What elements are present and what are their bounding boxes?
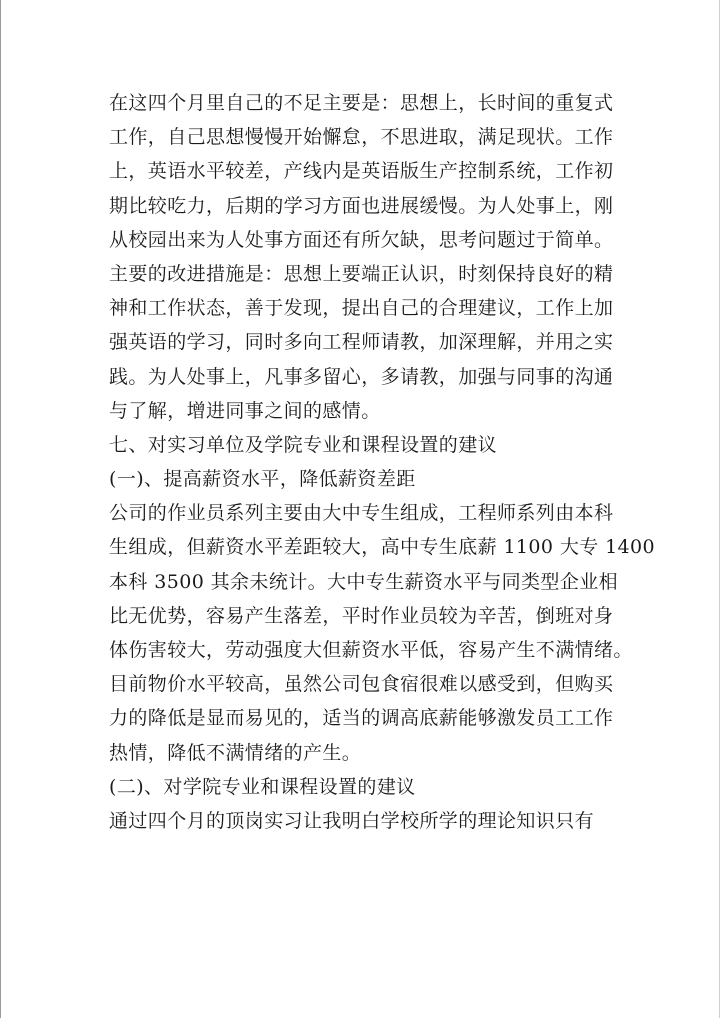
text-line: 力的降低是显而易见的，适当的调高底薪能够激发员工工作 bbox=[109, 707, 614, 730]
text-line: 工作，自己思想慢慢开始懈怠，不思进取，满足现状。工作 bbox=[109, 126, 614, 149]
text-line: 在这四个月里自己的不足主要是：思想上，长时间的重复式 bbox=[109, 92, 614, 114]
section-heading: 七、对实习单位及学院专业和课程设置的建议 bbox=[109, 433, 498, 456]
text-line: 主要的改进措施是：思想上要端正认识，时刻保持良好的精 bbox=[109, 262, 614, 285]
text-line: 期比较吃力，后期的学习方面也进展缓慢。为人处事上，刚 bbox=[109, 194, 614, 217]
text-line: 通过四个月的顶岗实习让我明白学校所学的理论知识只有 bbox=[109, 809, 595, 832]
text-line: 上，英语水平较差，产线内是英语版生产控制系统，工作初 bbox=[109, 160, 614, 183]
text-line: 生组成，但薪资水平差距较大，高中专生底薪 1100 大专 1400 bbox=[109, 536, 656, 559]
text-line: 公司的作业员系列主要由大中专生组成，工程师系列由本科 bbox=[109, 502, 614, 525]
text-line: 体伤害较大，劳动强度大但薪资水平低，容易产生不满情绪。 bbox=[109, 639, 633, 661]
text-line: 神和工作状态，善于发现，提出自己的合理建议，工作上加 bbox=[109, 297, 614, 320]
subsection-heading: (一)、提高薪资水平，降低薪资差距 bbox=[109, 468, 416, 491]
subsection-heading: (二)、对学院专业和课程设置的建议 bbox=[109, 775, 416, 798]
text-line: 本科 3500 其余未统计。大中专生薪资水平与同类型企业相 bbox=[109, 570, 619, 593]
text-line: 强英语的学习，同时多向工程师请教，加深理解，并用之实 bbox=[109, 331, 614, 354]
text-line: 目前物价水平较高，虽然公司包食宿很难以感受到，但购买 bbox=[109, 673, 614, 696]
text-line: 与了解，增进同事之间的感情。 bbox=[109, 399, 381, 422]
text-line: 比无优势，容易产生落差，平时作业员较为辛苦，倒班对身 bbox=[109, 604, 614, 627]
text-line: 热情，降低不满情绪的产生。 bbox=[109, 741, 362, 764]
text-line: 从校园出来为人处事方面还有所欠缺，思考问题过于简单。 bbox=[109, 228, 614, 251]
text-line: 践。为人处事上，凡事多留心，多请教，加强与同事的沟通 bbox=[109, 365, 614, 388]
document-body bbox=[109, 86, 656, 838]
